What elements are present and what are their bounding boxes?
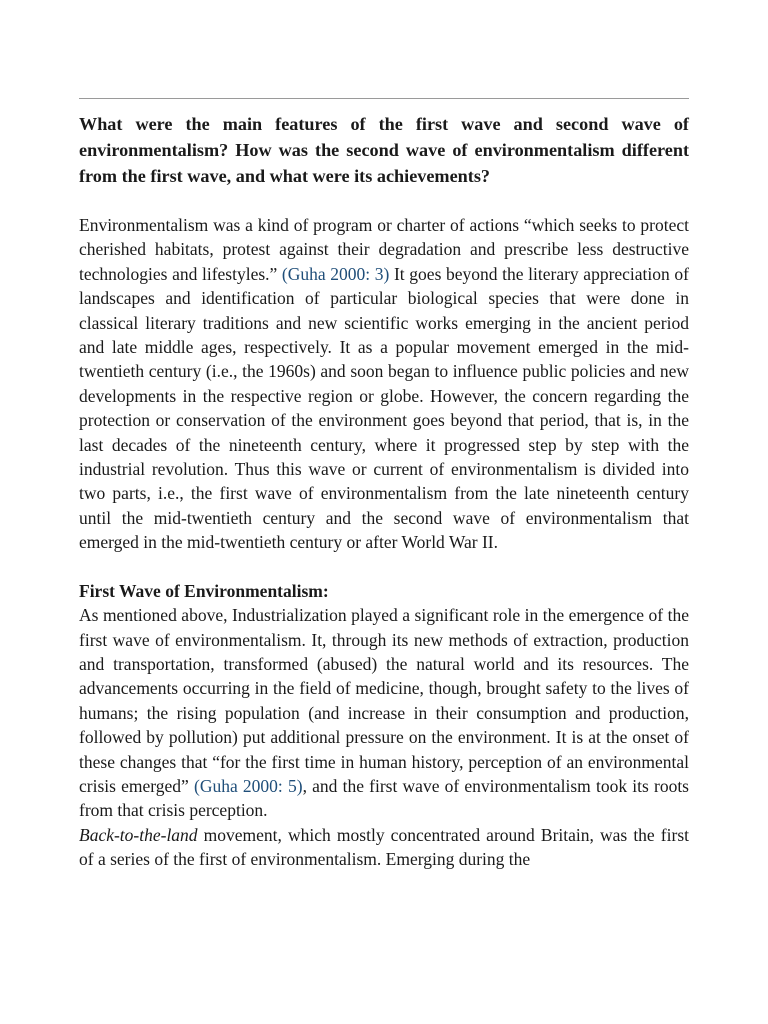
back-to-land-paragraph <box>79 823 689 872</box>
first-wave-paragraph <box>79 603 689 823</box>
intro-paragraph <box>79 213 689 555</box>
first-wave-text-1: As mentioned above, Industrialization played a significant role in the emergence of the first wave of environmentalism. It, through its new methods of extraction, production and transportation, transformed (abused) the natural world and its resources. The advancements occurring in the field of medicine, though, brought safety to the lives of humans; the rising population (and increase in their consumption and production, followed by pollution) put additional pressure on the environment. It is at the onset of these changes that “for the first time in human history, perception of an environmental crisis emerged” <box>79 605 689 796</box>
question-heading: What were the main features of the first wave and second wave of environmentalism? How was the second wave of environmentalism different from the first wave, and what were its achievements? <box>79 114 689 186</box>
first-wave-text-2: , and the first wave of environmentalism took its roots from that crisis perception. <box>79 775 689 821</box>
section-heading-first-wave: First Wave of Environmentalism: <box>79 580 329 601</box>
document-body <box>79 111 689 872</box>
intro-text-2: It goes beyond the literary appreciation of landscapes and identification of particular biological species that were done in classical literary traditions and new scientific works emerging in the ancient period and late middle ages, respectively. It as a popular movement emerged in the mid-twentieth century (i.e., the 1960s) and soon began to influence public policies and new developments in the respective region or globe. However, the concern regarding the protection or conservation of the environment goes beyond that period, that is, in the last decades of the nineteenth century, where it progressed step by step with the industrial revolution. Thus this wave or current of environmentalism is divided into two parts, i.e., the first wave of environmentalism from the late nineteenth century until the mid-twentieth century and the second wave of environmentalism that emerged in the mid-twentieth century or after World War II. <box>79 263 689 553</box>
citation-guha-2000-3: (Guha 2000: 3) <box>281 263 390 284</box>
back-to-land-text: movement, which mostly concentrated around Britain, was the first of a series of the first of environmentalism. Emerging during the <box>79 824 689 870</box>
citation-guha-2000-5: (Guha 2000: 5) <box>194 775 303 796</box>
intro-text-1: Environmentalism was a kind of program or charter of actions “which seeks to protect cherished habitats, protest against their degradation and prescribe less destructive technologies and lifestyles.” <box>79 215 689 284</box>
back-to-land-term: Back-to-the-land <box>79 824 198 845</box>
top-divider <box>79 98 689 99</box>
